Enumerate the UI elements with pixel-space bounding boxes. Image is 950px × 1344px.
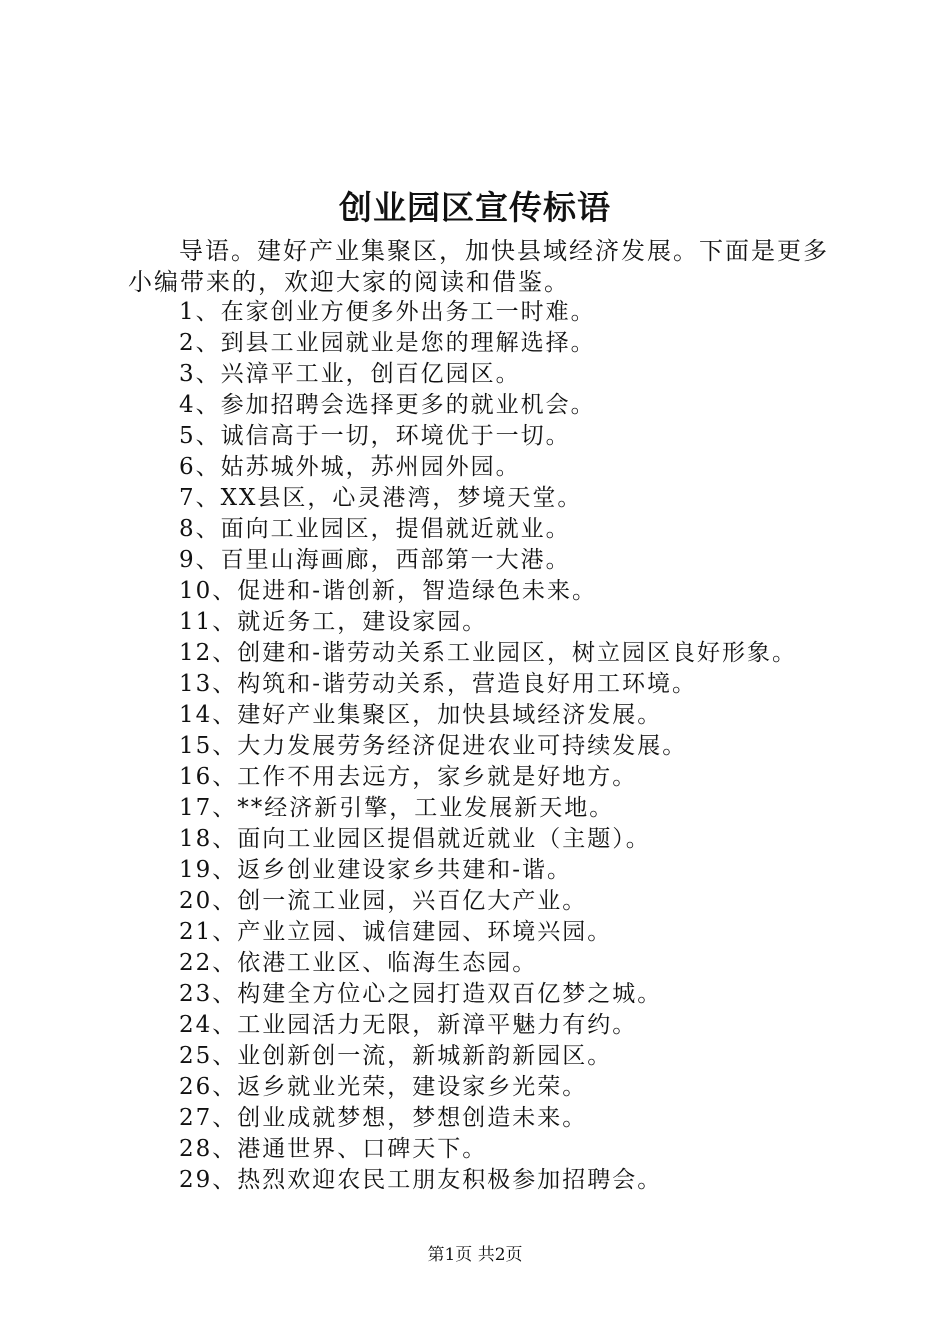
slogan-item: 28、港通世界、口碑天下。 — [179, 1136, 488, 1162]
slogan-item: 19、返乡创业建设家乡共建和-谐。 — [179, 857, 573, 883]
slogan-item: 18、面向工业园区提倡就近就业（主题）。 — [179, 826, 651, 852]
slogan-item: 3、兴漳平工业，创百亿园区。 — [179, 361, 521, 387]
slogan-item: 25、业创新创一流，新城新韵新园区。 — [179, 1043, 613, 1069]
slogan-item: 6、姑苏城外城，苏州园外园。 — [179, 454, 521, 480]
slogan-item: 7、XX县区，心灵港湾，梦境天堂。 — [179, 485, 583, 511]
slogan-item: 12、创建和-谐劳动关系工业园区，树立园区良好形象。 — [179, 640, 798, 666]
slogan-item: 24、工业园活力无限，新漳平魅力有约。 — [179, 1012, 638, 1038]
slogan-item: 8、面向工业园区，提倡就近就业。 — [179, 516, 571, 542]
slogan-item: 27、创业成就梦想，梦想创造未来。 — [179, 1105, 588, 1131]
slogan-list — [128, 297, 848, 1196]
document-title: 创业园区宣传标语 — [339, 188, 611, 227]
slogan-item: 20、创一流工业园，兴百亿大产业。 — [179, 888, 588, 914]
slogan-item: 21、产业立园、诚信建园、环境兴园。 — [179, 919, 613, 945]
slogan-item: 15、大力发展劳务经济促进农业可持续发展。 — [179, 733, 688, 759]
slogan-item: 13、构筑和-谐劳动关系，营造良好用工环境。 — [179, 671, 698, 697]
slogan-item: 23、构建全方位心之园打造双百亿梦之城。 — [179, 981, 663, 1007]
slogan-item: 14、建好产业集聚区，加快县域经济发展。 — [179, 702, 663, 728]
slogan-item: 26、返乡就业光荣，建设家乡光荣。 — [179, 1074, 588, 1100]
slogan-item: 2、到县工业园就业是您的理解选择。 — [179, 330, 596, 356]
slogan-item: 5、诚信高于一切，环境优于一切。 — [179, 423, 571, 449]
slogan-item: 1、在家创业方便多外出务工一时难。 — [179, 299, 596, 325]
slogan-item: 29、热烈欢迎农民工朋友积极参加招聘会。 — [179, 1167, 663, 1193]
slogan-item: 11、就近务工，建设家园。 — [179, 609, 488, 635]
slogan-item: 16、工作不用去远方，家乡就是好地方。 — [179, 764, 638, 790]
page-footer: 第1页 共2页 — [427, 1245, 523, 1265]
slogan-item: 22、依港工业区、临海生态园。 — [179, 950, 538, 976]
slogan-item: 4、参加招聘会选择更多的就业机会。 — [179, 392, 596, 418]
intro-paragraph: 导语。建好产业集聚区，加快县域经济发展。下面是更多小编带来的，欢迎大家的阅读和借鉴。 — [128, 237, 829, 296]
slogan-item: 9、百里山海画廊，西部第一大港。 — [179, 547, 571, 573]
slogan-item: 17、**经济新引擎，工业发展新天地。 — [179, 795, 615, 821]
slogan-item: 10、促进和-谐创新，智造绿色未来。 — [179, 578, 598, 604]
